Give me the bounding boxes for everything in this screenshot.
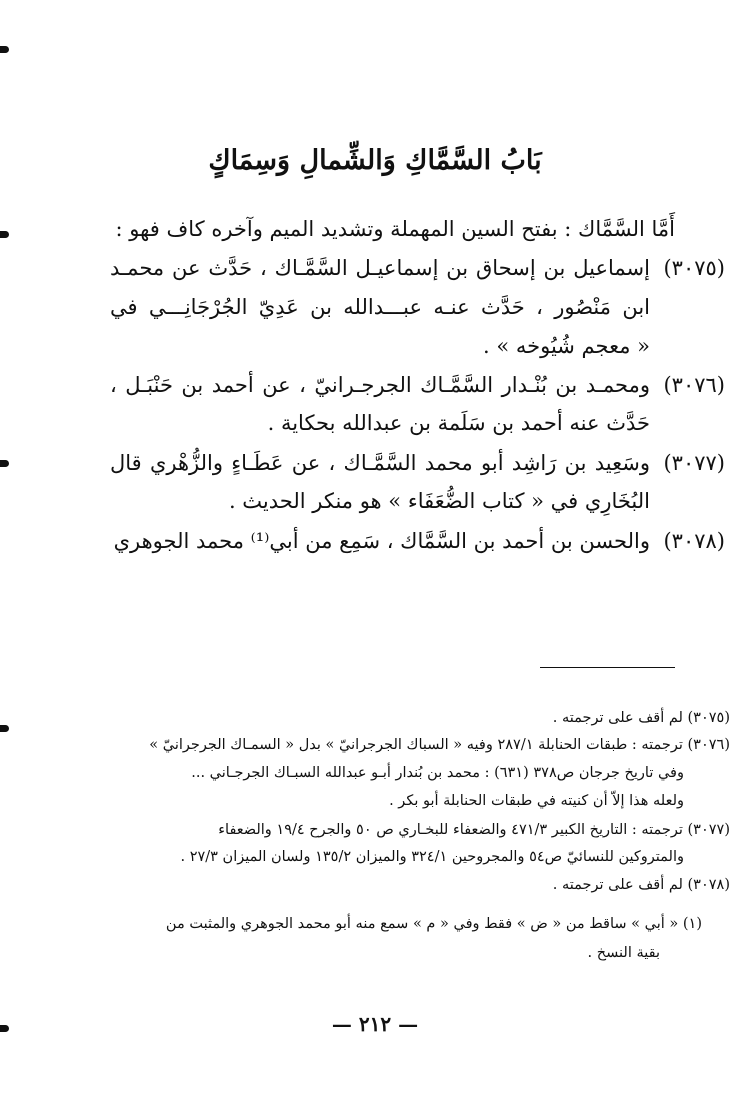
entry-number: (٣٠٧٨) xyxy=(663,529,725,553)
footnote-line: ولعله هذا إلاّ أن كنيته في طبقات الحنابلة أبو بكر . xyxy=(389,793,684,809)
entry-line: « معجم شُيُوخه » . xyxy=(482,334,650,358)
footnote-divider xyxy=(540,667,675,668)
footnote-line: وفي تاريخ جرجان ص٣٧٨ (٦٣١) : محمد بن بُندار أبـو عبدالله السبـاك الجرجـاني ... xyxy=(191,765,684,781)
entry-line: وسَعِيد بن رَاشِد أبو محمد السَّمَّـاك ، عن عَطَـاءٍ والزُّهْري قال xyxy=(110,451,650,475)
entry-line: البُخَارِي في « كتاب الضُّعَفَاء » هو منكر الحديث . xyxy=(228,489,650,513)
entry-line: والحسن بن أحمد بن السَّمَّاك ، سَمِع من أبي⁽¹⁾ محمد الجوهري xyxy=(113,529,650,553)
entry-line: إسماعيل بن إسحاق بن إسماعيـل السَّمَّـاك ، حَدَّث عن محمـد xyxy=(110,256,650,280)
edge-mark xyxy=(0,725,9,732)
entry-number: (٣٠٧٧) xyxy=(663,451,725,475)
intro-line: أَمَّا السَّمَّاك : بفتح السين المهملة وتشديد الميم وآخره كاف فهو : xyxy=(115,217,675,241)
footnote-line: بقية النسخ . xyxy=(587,945,660,961)
footnote-line: (١) « أبي » ساقط من « ض » فقط وفي « م » سمع منه أبو محمد الجوهري والمثبت من xyxy=(165,916,702,932)
footnote-line: (٣٠٧٧) ترجمته : التاريخ الكبير ٤٧١/٣ والضعفاء للبخـاري ص ٥٠ والجرح ١٩/٤ والضعفاء xyxy=(218,822,730,838)
entry-line: حَدَّث عنه أحمد بن سَلَمة بن عبدالله بحكاية . xyxy=(267,411,650,435)
entry-number: (٣٠٧٥) xyxy=(663,256,725,280)
footnote-line: (٣٠٧٨) لم أقف على ترجمته . xyxy=(552,877,730,893)
chapter-heading: بَابُ السَّمَّاكِ وَالشِّمالِ وَسِمَاكٍ xyxy=(208,145,542,176)
edge-mark xyxy=(0,231,9,238)
entry-line: ابن مَنْصُور ، حَدَّث عنـه عبـــدالله بن عَدِيّ الجُرْجَانِـــي في xyxy=(110,295,650,319)
entry-line: ومحمـد بن بُنْـدار السَّمَّـاك الجرجـرانيّ ، عن أحمد بن حَنْبَـل ، xyxy=(110,373,650,397)
footnote-line: والمتروكين للنسائيّ ص٥٤ والمجروحين ٣٢٤/١ والميزان ١٣٥/٢ ولسان الميزان ٢٧/٣ . xyxy=(180,849,684,865)
footnote-line: (٣٠٧٦) ترجمته : طبقات الحنابلة ٢٨٧/١ وفيه « السباك الجرجرانيّ » بدل « السمـاك الجرجرانيّ » xyxy=(149,737,730,753)
page-number: — ٢١٢ — xyxy=(331,1012,419,1036)
footnote-line: (٣٠٧٥) لم أقف على ترجمته . xyxy=(552,710,730,726)
edge-mark xyxy=(0,460,9,467)
edge-mark xyxy=(0,46,9,53)
entry-number: (٣٠٧٦) xyxy=(663,373,725,397)
